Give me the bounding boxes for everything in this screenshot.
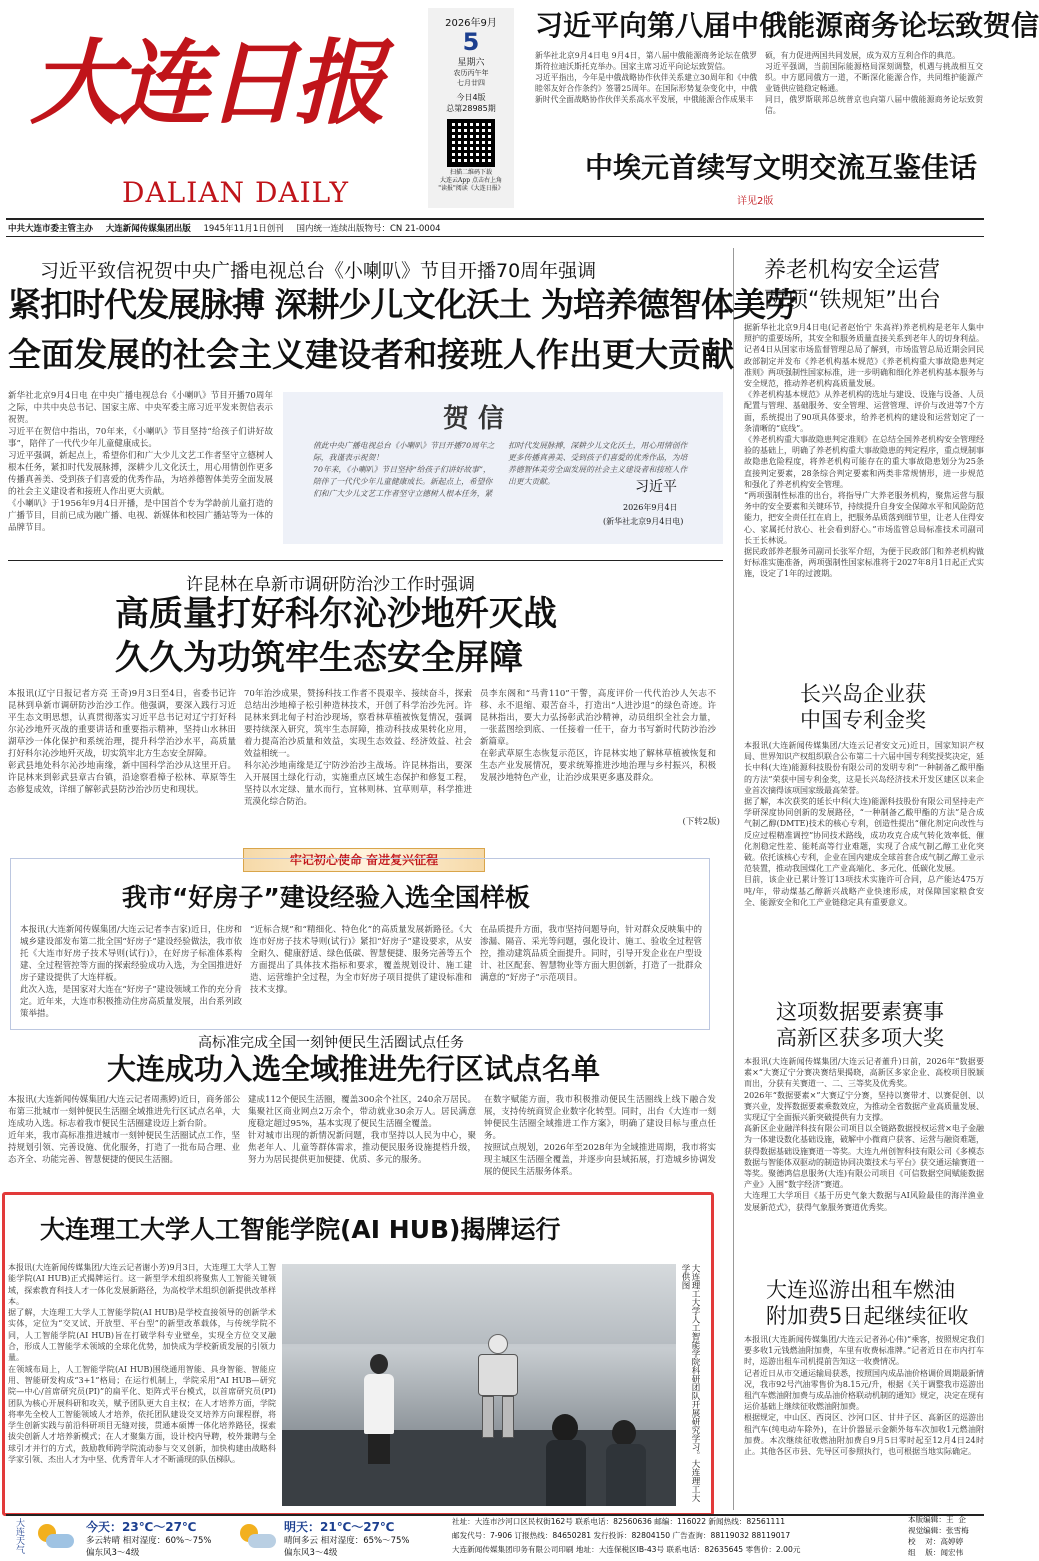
ai-photo-caption: 大连理工大学人工智能学院科研团队开展研究学习。大连理工大学供图: [680, 1264, 700, 1502]
banner-text: 牢记初心使命 奋进复兴征程: [289, 853, 439, 867]
housing-col3: 在品质提升方面，我市坚持问题导向，针对群众反映集中的渗漏、隔音、采光等问题，强化设计、施工、验收全过程管控，推动建筑品质全面提升。同时，引导开发企业在户型设计、社区配套、智慧物业等方面大胆创新，打造了一批群众满意的“好房子”示范项目。: [480, 925, 702, 983]
date-box: [428, 8, 514, 208]
housing-headline[interactable]: 我市“好房子”建设经验入选全国样板: [122, 883, 530, 912]
weather-today-desc: 多云转晴 相对湿度：60%～75%: [86, 1536, 212, 1546]
info-publisher: 大连新闻传媒集团出版: [105, 224, 191, 234]
ai-photo[interactable]: [282, 1264, 676, 1506]
logo-english: DALIAN DAILY: [122, 176, 349, 209]
ai-headline[interactable]: 大连理工大学人工智能学院(AI HUB)揭牌运行: [40, 1215, 561, 1244]
qr-caption: 扫描二维码下载 大连云App 点击右上角 "读报"阅读《大连日报》: [438, 169, 504, 192]
right-a3-headline-1[interactable]: 这项数据要素赛事: [776, 1000, 944, 1024]
right-a1-headline-1[interactable]: 养老机构安全运营: [764, 258, 941, 283]
issue-number: 总第28985期: [446, 104, 496, 113]
right-a4-body: 本报讯(大连新闻传媒集团/大连云记者孙心伟)“乘客，按照规定我们要多收1元钱燃油附加费，车里有收费标准牌。”记者近日在市内打车时，巡游出租车司机提前告知这一收费情况。 记者近日从市交通运输局获悉，按照国内成品油价格调价周期最新情况，我市92号汽油零售价为8.15元/升，根据《关于调整我市巡游出租汽车燃油附加费与成品油价格联动机制的通知》规定，决定在现有运价基础上继续征收燃油附加费。 根据规定，中山区、西岗区、沙河口区、甘井子区、高新区的巡游出租汽车(纯电动车除外)，在计价器显示金额外每车次加收1元燃油附加费。本次继续征收燃油附加费自9月5日零时起至12月4日24时止。其他各区市县、先导区可参照执行，也可根据当地实际确定。: [744, 1335, 984, 1457]
footer-address: 社址：大连市沙河口区民权街162号 联系电话：82560636 邮编：116022 新闻热线：82561111: [452, 1517, 786, 1526]
info-issn: 国内统一连续出版物号：CN 21-0004: [296, 224, 441, 234]
right-a2-headline-2[interactable]: 中国专利金奖: [800, 708, 926, 732]
weather-tomorrow-temp: 明天：21℃～27℃: [284, 1520, 395, 1534]
letter-title: 贺 信: [443, 404, 505, 434]
photo-window-light: [282, 1264, 676, 1344]
robot-icon: [472, 1334, 522, 1438]
desert-col3: 员李东阁和“马背110”干警，高度评价一代代治沙人矢志不移、永不退缩、艰苦奋斗，打造出“人进沙退”的绿色奇迹。许昆林指出，要大力弘扬彰武治沙精神，动员组织全社会力量，一张蓝图绘到底、一任接着一任干，奋力书写新时代防沙治沙新篇章。 在彰武草原生态恢复示范区，许昆林实地了解林草植被恢复和生态产业发展情况，要求统筹推进沙地治理与乡村振兴，积极发展沙地特色产业，让治沙成果更多惠及群众。: [480, 689, 716, 783]
desert-headline-1[interactable]: 高质量打好科尔沁沙地歼灭战: [115, 594, 557, 634]
right-a4-headline-2[interactable]: 附加费5日起继续征收: [766, 1304, 969, 1328]
masthead-rule: [6, 218, 984, 220]
pilot-headline[interactable]: 大连成功入选全域推进先行区试点名单: [107, 1052, 601, 1086]
lead-kicker: 习近平致信祝贺中央广播电视总台《小喇叭》节目开播70周年强调: [40, 260, 597, 282]
lunar-day: 七月廿四: [457, 79, 485, 87]
researcher-figure: [362, 1354, 396, 1464]
desert-kicker: 许昆林在阜新市调研防治沙工作时强调: [186, 575, 475, 595]
pilot-kicker: 高标准完成全国一刻钟便民生活圈试点任务: [198, 1035, 464, 1051]
weather-tomorrow-icon: [238, 1522, 278, 1552]
info-founded: 1945年11月1日创刊: [203, 224, 284, 234]
seated-people: [552, 1414, 662, 1506]
housing-col2: “近标合规”和“精细化、特色化”的高质量发展新路径。《大连市好房子技术导则(试行)》紧扣“好房子”建设要求，从安全耐久、健康舒适、绿色低碳、智慧便捷、服务完善等五个方面提出了具体技术指标和要求，覆盖规划设计、施工建造、运营维护全过程，为全市好房子项目提供了建设标准和技术支撑。: [250, 925, 472, 995]
info-sponsor: 中共大连市委主管主办: [8, 224, 94, 234]
page-count: 今日4版: [456, 93, 486, 102]
weather-tomorrow-desc: 晴间多云 相对湿度：65%～75%: [284, 1536, 410, 1546]
footer-subscription: 邮发代号：7-906 订报热线：84650281 发行投诉：82804150 广告查询：88119032 88119017: [452, 1531, 791, 1540]
issue-day: 5: [462, 28, 480, 56]
info-bar: [8, 222, 441, 234]
lunar-year: 农历丙午年: [453, 69, 489, 77]
masthead-logo: [30, 28, 420, 209]
housing-col1: 本报讯(大连新闻传媒集团/大连云记者李吉家)近日，住房和城乡建设部发布第二批全国“好房子”建设经验做法，我市依托《大连市好房子技术导则(试行)》，在好房子标准体系构建、全过程管控等方面的探索经验成功入选，为全国推进好房子建设提供了大连样板。 此次入选，是国家对大连在“好房子”建设领域工作的充分肯定。近年来，大连市积极推动住房高质量发展，出台系列政策举措。: [20, 925, 242, 1019]
desert-col1: 本报讯(辽宁日报记者方亮 王奇)9月3日至4日，省委书记许昆林到阜新市调研防沙治沙工作。他强调，要深入践行习近平生态文明思想，认真贯彻落实习近平总书记对辽宁打好科尔沁沙地歼灭战的重要讲话和重要指示精神，坚持山水林田湖草沙一体化保护和系统治理，提升科学治沙水平，高质量打好科尔沁沙地歼灭战，切实筑牢北方生态安全屏障。 彰武县地处科尔沁沙地南缘，新中国科学治沙从这里开启。许昆林来到彰武县章古台镇，沿途察看樟子松林、草原等生态修复成效，详细了解彰武县防沙治沙历史和现状。: [8, 689, 236, 795]
second-headline[interactable]: 中埃元首续写文明交流互鉴佳话: [585, 151, 978, 184]
pilot-col2: 建成112个便民生活圈，覆盖300余个社区，240余万居民。集聚社区商业网点2万余个，带动就业30余万人。居民满意度稳定超过95%，基本实现了便民生活圈全覆盖。 针对城市出现的新情况新问题，我市坚持以人民为中心，聚焦老年人、儿童等群体需求，推动便民服务设施提档升级，努力为居民提供更加便捷、优质、多元的服务。: [248, 1095, 476, 1165]
qr-code-icon[interactable]: [447, 119, 495, 167]
right-a1-headline-2[interactable]: 两项“铁规矩”出台: [764, 288, 941, 313]
lead-rule: [8, 560, 723, 561]
lead-headline-2[interactable]: 全面发展的社会主义建设者和接班人作出更大贡献: [8, 335, 734, 374]
letter-signature: 习近平: [635, 479, 677, 495]
pilot-col3: 在数字赋能方面，我市积极推动便民生活圈线上线下融合发展，支持传统商贸企业数字化转型。同时，出台《大连市一刻钟便民生活圈全域推进工作方案》，明确了建设目标与重点任务。 按照试点规划，2026年至2028年为全域推进周期，我市将实现主城区生活圈全覆盖，并逐步向县域拓展，打造城乡协调发展的便民生活服务体系。: [484, 1095, 716, 1177]
right-a1-body: 据新华社北京9月4日电(记者赵怡宁 朱高祥)养老机构是老年人集中照护的重要场所，其安全和服务质量直接关系到老年人的切身利益。记者4日从国家市场监督管理总局了解到，市场监管总局近期会同民政部制定并发布《养老机构基本规范》《养老机构重大事故隐患判定准则》两项强制性国家标准，进一步明确和细化养老机构基本服务与安全规范，推动养老机构高质量发展。 《养老机构基本规范》从养老机构的选址与建设、设施与设备、人员配置与管理、基础服务、安全管理、运营管理、评价与改进等7个方面，系统提出了90项具体要求，给养老机构的建设和运营划定了一条清晰的“底线”。 《养老机构重大事故隐患判定准则》在总结全国养老机构安全管理经验的基础上，明确了养老机构重大事故隐患的判定程序，重点规制事故隐患危险程度，将养老机构可能存在的重大事故隐患划分为25条直接判定要素，28条综合判定要素和两类非常规情形，进一步规范和强化了养老机构安全管理。 “两项强制性标准的出台，将指导广大养老服务机构，聚焦运营与服务中的安全要素和关键环节，持续提升自身安全保障水平和风险防范能力，把安全责任扛在肩上，把服务品质落到细节里，让老人住得安心、家属托付放心、社会看到舒心。”市场监管总局标准技术司副司长王长林说。 据民政部养老服务司副司长张军介绍，为便于民政部门和养老机构做好标准实施准备，两项强制性国家标准将于2027年8月1日起正式实施，设定了1年的过渡期。: [744, 323, 984, 579]
ai-body: 本报讯(大连新闻传媒集团/大连云记者谢小芳)9月3日，大连理工大学人工智能学院(AI HUB)正式揭牌运行。这一新型学术组织将聚焦人工智能关键领域，探索教育科技人才一体化发展新路径，为高校学术组织创新提供改革样本。 据了解，大连理工大学人工智能学院(AI HUB)是学校直接领导的创新学术实体，定位为“交叉试、开放型、平台型”的新型改革载体，与传统学院不同，人工智能学院(AI HUB)旨在打破学科专业壁垒，实现全方位交叉融合，形成人工智能学术领域的全球化优势，加快成为学校新质发展的引领力量。 在领域布局上，人工智能学院(AI HUB)围绕通用智能、具身智能、智能应用、智能研发构成“3+1”格局；在运行机制上，学院采用“AI HUB—研究院—中心/首席研究员(PI)”的扁平化、矩阵式平台模式，以首席研究员(PI)团队为核心开展科研和攻关，赋予团队更大自主权；在人才培养方面，学院将率先全校人工智能领域人才培养，依托团队建设交叉培养方向课程群，将学生创新实践与前沿科研项目无缝对接，贯通本硕博一体化培养路径，探索拔尖创新人才培养新模式；在人才聚集方面，设计校内导聘，校外兼聘与全球引才并行的方式，鼓励教师跨学院流动参与交叉创新，加快构建由战略科学家引领、杰出人才为中坚、优秀青年人才不断涌现的队伍梯队。: [8, 1263, 276, 1465]
pilot-col1: 本报讯(大连新闻传媒集团/大连云记者周燕婷)近日，商务部公布第三批城市一刻钟便民生活圈全域推进先行区试点名单，大连成功入选。标志着我市便民生活圈建设迈上新台阶。 近年来，我市高标准推进城市一刻钟便民生活圈试点工作，坚持规划引领、完善设施、优化服务，打造了一批布局合理、业态齐全、功能完善、智慧便捷的便民生活圈。: [8, 1095, 240, 1165]
weather-tomorrow-wind: 偏东风3～4级: [284, 1548, 338, 1558]
desert-continued[interactable]: (下转2版): [682, 817, 720, 827]
weather-label: 大连天气: [14, 1518, 24, 1554]
desert-headline-2[interactable]: 久久为功筑牢生态安全屏障: [115, 638, 523, 678]
right-a3-headline-2[interactable]: 高新区获多项大奖: [776, 1026, 944, 1050]
right-a2-headline-1[interactable]: 长兴岛企业获: [800, 682, 926, 706]
weather-today-icon: [36, 1522, 76, 1552]
footer-editors: 本版编辑：王 企 视觉编辑：张雪梅 校 对：高婷婷 组 版：闻宏伟: [908, 1515, 969, 1557]
letter-source: (新华社北京9月4日电): [603, 517, 684, 526]
page-ref[interactable]: 详见2版: [737, 196, 774, 207]
top-story-col1: 新华社北京9月4日电 9月4日，第八届中俄能源商务论坛在俄罗斯符拉迪沃斯托克举办。国家主席习近平向论坛致贺信。 习近平指出，今年是中俄战略协作伙伴关系建立30周年和《中俄睦邻友好合作条约》签署25周年。在国际形势复杂变化中，中俄新时代全面战略协作伙伴关系高水平发展，中俄能源合作成果丰: [535, 51, 757, 104]
top-headline[interactable]: 习近平向第八届中俄能源商务论坛致贺信: [535, 9, 1039, 42]
desert-col2: 70年治沙成果，赞扬科技工作者不畏艰辛、接续奋斗，探索总结出沙地樟子松引种造林技术，开创了科学治沙先河。许昆林来到北甸子村治沙现场，察看林草植被恢复情况，强调要持续深入研究，筑牢生态屏障，推动科技成果转化应用，着力提高治沙质量和效益，实现生态效益、经济效益、社会效益相统一。 科尔沁沙地南缘是辽宁防沙治沙主战场。许昆林指出，要深入开展国土绿化行动，实施重点区域生态保护和修复工程，坚持以水定绿、量水而行，宜林则林、宜草则草，科学推进荒漠化综合防治。: [244, 689, 472, 807]
weather-today-temp: 今天：23℃～27℃: [86, 1520, 197, 1534]
logo-chinese: 大连日报: [30, 29, 383, 137]
letter-date: 2026年9月4日: [623, 503, 678, 512]
issue-date: 2026年9月: [445, 18, 497, 29]
issue-weekday: 星期六: [457, 58, 485, 68]
letter-body: 值此中央广播电视总台《小喇叭》节目开播70周年之际，我谨表示祝贺！ 70年来，《小喇叭》节目坚持“给孩子们讲好故事”，陪伴了一代代少年儿童健康成长。新起点上，希望你们和广大少儿文艺工作者坚守立德树人根本任务，紧扣时代发展脉搏，深耕少儿文化沃土，用心用情创作更多传播真善美、受到孩子们喜爱的优秀作品，为培养德智体美劳全面发展的社会主义建设者和接班人作出更大贡献。: [313, 441, 688, 498]
lead-body: 新华社北京9月4日电 在中央广播电视总台《小喇叭》节目开播70周年之际，中共中央总书记、国家主席、中央军委主席习近平发来贺信表示祝贺。 习近平在贺信中指出，70年来，《小喇叭》节目坚持“给孩子们讲好故事”，陪伴了一代代少年儿童健康成长。 习近平强调，新起点上，希望你们和广大少儿文艺工作者坚守立德树人根本任务，紧扣时代发展脉搏，深耕少儿文化沃土，用心用情创作更多传播真善美、受到孩子们喜爱的优秀作品，为培养德智体美劳全面发展的社会主义建设者和接班人作出更大贡献。 《小喇叭》于1956年9月4日开播，是中国首个专为学龄前儿童打造的广播节目，目前已成为融广播、电视、新媒体和校园广播站等为一体的品牌节目。: [8, 391, 273, 533]
congrats-letter: [283, 392, 723, 544]
right-a2-body: 本报讯(大连新闻传媒集团/大连云记者安文元)近日，国家知识产权局、世界知识产权组织联合公布第二十六届中国专利奖授奖决定，延长中科(大连)能源科技股份有限公司的发明专利“一种制备乙酸甲酯的方法”荣获中国专利金奖，这是长兴岛经济技术开发区建区以来企业首次摘得该项国家级最高荣誉。 据了解，本次获奖的延长中科(大连)能源科技股份有限公司坚持走产学研深度协同创新的发展路径，“一种制备乙酸甲酯的方法”是合成气制乙醇(DMTE)技术的核心专利，创造性提出“催化剂定向改性与反应过程精准调控”协同技术路线，成功攻克合成气转化效率低、催化剂稳定性差、能耗高等行业难题，实现了合成气制乙醇工业化突破。依托该核心专利，企业在国内建成全球首套合成气制乙醇工业示范装置，推动我国煤化工产业高端化、多元化、低碳化发展。 目前，该企业已累计签订13项技术实施许可合同，总产能达475万吨/年，带动煤基乙醇新兴战略产业快速形成，对保障国家粮食安全、能源安全和化工产业链稳定具有重要意义。: [744, 741, 984, 907]
footer-printer: 大连新闻传媒集团印务有限公司印刷 地址：大连保税区IB-43号 联系电话：82635645 零售价：2.00元: [452, 1545, 801, 1554]
right-a4-headline-1[interactable]: 大连巡游出租车燃油: [766, 1278, 955, 1302]
top-story-col2: 硕，有力促进两国共同发展，成为双方互利合作的典范。 习近平强调，当前国际能源格局深刻调整，机遇与挑战相互交织。中方愿同俄方一道，不断深化能源合作，共同维护能源产业链供应链稳定畅通。 同日，俄罗斯联邦总统普京也向第八届中俄能源商务论坛致贺信。: [765, 51, 983, 115]
right-a3-body: 本报讯(大连新闻传媒集团/大连云记者董升)日前，2026年“数据要素×”大赛辽宁分赛决赛结果揭晓，高新区多家企业、高校项目脱颖而出，分获有关赛道一、二、三等奖及优秀奖。 2026年“数据要素×”大赛辽宁分赛，坚持以赛带才、以赛促创、以赛兴业，发挥数据要素乘数效应，为推动全省数据产业高质量发展、实现辽宁全面振兴新突破提供有力支撑。 高新区企业融洋科技有限公司项目以全链路数据授权运营×电子金融为一体建设数化基础设施，破解中小微商户获客、运营与融资难题，获得数据基础设施赛道一等奖。大连九州创智科技有限公司《多模态数据与智能体双驱动的制造协同决策技术与平台》获交通运输赛道一等奖。聚德鸿信息服务(大连)有限公司项目《可信数据空间赋能数据产业》入围“数字经济”赛道。 大连理工大学项目《基于历史气象大数据与AI风险最佳的海洋渔业发展新范式》，获得气象服务赛道优秀奖。: [744, 1057, 984, 1212]
weather-today-wind: 偏东风3～4级: [86, 1548, 140, 1558]
column-divider: [733, 248, 734, 1510]
lead-headline-1[interactable]: 紧扣时代发展脉搏 深耕少儿文化沃土 为培养德智体美劳: [8, 285, 797, 324]
info-rule: [6, 236, 984, 237]
